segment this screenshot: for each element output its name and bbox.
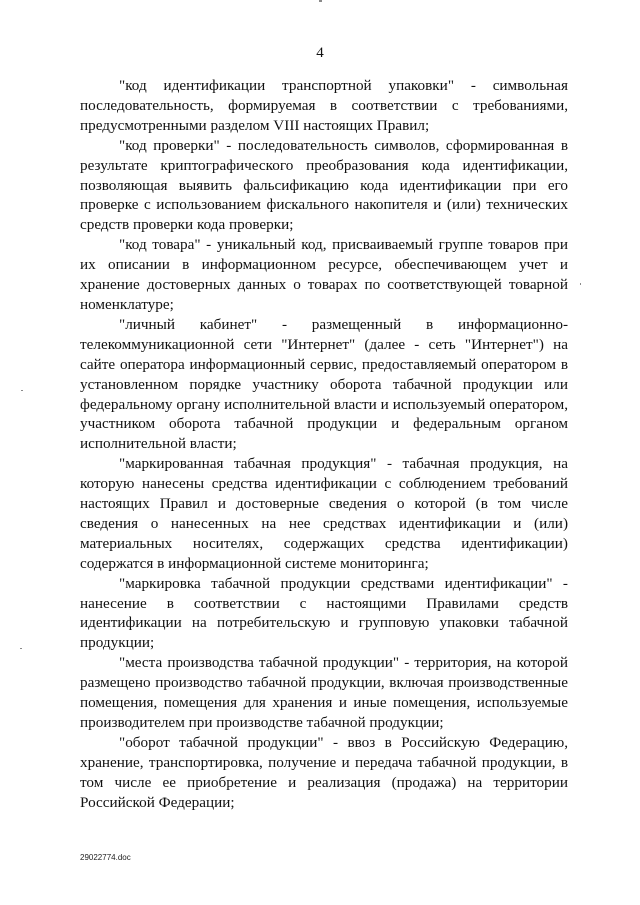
definition-paragraph: "маркировка табачной продукции средствами идентификации" - нанесение в соответствии с настоящими Правилами средств идентификации на потребительскую и групповую упаковки табачной продукции; xyxy=(80,574,568,652)
definition-paragraph: "код идентификации транспортной упаковки" - символьная последовательность, формируемая в соответствии с требованиями, предусмотренными разделом VIII настоящих Правил; xyxy=(80,77,568,134)
definition-paragraph: "места производства табачной продукции" - территория, на которой размещено производство табачной продукции, включая производственные помещения, помещения для хранения и иные помещения, используемые производителем при производстве табачной продукции; xyxy=(80,654,568,731)
scan-artifact xyxy=(21,390,23,391)
scan-artifact xyxy=(580,283,581,285)
definition-paragraph: "оборот табачной продукции" - ввоз в Российскую Федерацию, хранение, транспортировка, получение и передача табачной продукции, в том числе ее приобретение и реализация (продажа) на территории Российской Федерации; xyxy=(80,733,568,811)
definition-paragraph: "код проверки" - последовательность символов, сформированная в результате криптографического преобразования кода идентификации, позволяющая выявить фальсификацию кода идентификации при его проверке с использованием фискального накопителя и (или) технических средств проверки кода проверки; xyxy=(80,136,568,234)
definition-paragraph: "маркированная табачная продукция" - табачная продукция, на которую нанесены средства идентификации с соблюдением требований настоящих Правил и достоверные сведения о которой (в том числе сведения о нанесенных на нее средствах идентификации и (или) материальных носителях, содержащих средства идентификации) содержатся в информационной системе мониторинга; xyxy=(80,455,568,572)
scan-artifact xyxy=(20,648,22,649)
scan-artifact xyxy=(319,0,322,2)
definition-paragraph: "личный кабинет" - размещенный в информационно-телекоммуникационной сети "Интернет" (далее - сеть "Интернет") на сайте оператора информационный сервис, предоставляемый оператором в установленном порядке участнику оборота табачной продукции или федеральному органу исполнительной власти и используемый оператором, участником оборота табачной продукции и федеральным органом исполнительной власти; xyxy=(80,315,568,453)
page-number: 4 xyxy=(316,45,324,61)
definition-paragraph: "код товара" - уникальный код, присваиваемый группе товаров при их описании в информационном ресурсе, обеспечивающем учет и хранение достоверных данных о товарах по соответствующей товарной номенклатуре; xyxy=(80,236,568,313)
document-body xyxy=(80,76,568,813)
footer-filename: 29022774.doc xyxy=(80,853,131,862)
